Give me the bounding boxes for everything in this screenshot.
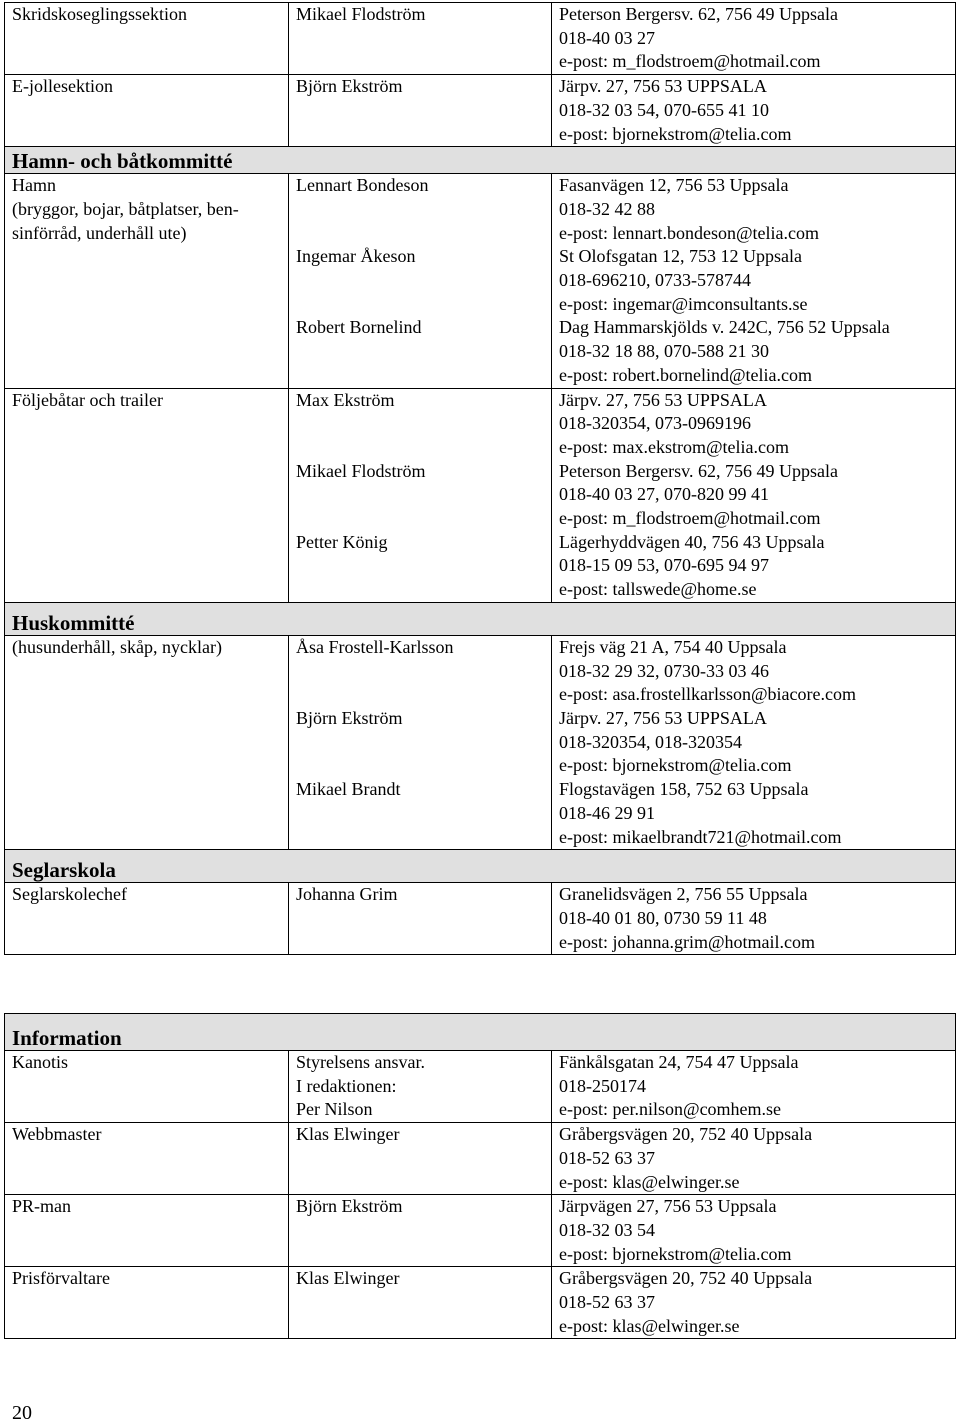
person-name xyxy=(296,412,551,436)
person-name: Per Nilson xyxy=(296,1099,373,1120)
contact-cell xyxy=(552,1123,956,1195)
contact-line: 018-15 09 53, 070-695 94 97 xyxy=(559,555,769,576)
contact-line: 018-46 29 91 xyxy=(559,802,655,823)
section-title: Information xyxy=(5,1014,956,1051)
contact-line: 018-32 29 32, 0730-33 03 46 xyxy=(559,660,769,681)
role-cell xyxy=(5,174,289,388)
contact-line: Lägerhyddvägen 40, 756 43 Uppsala xyxy=(559,531,825,552)
section-header-row xyxy=(5,850,956,883)
role-cell xyxy=(5,3,289,75)
section-title: Huskommitté xyxy=(5,602,956,635)
role-label: Följebåtar och trailer xyxy=(12,389,163,410)
contact-line: 018-40 03 27 xyxy=(559,27,655,48)
contact-line: Järpv. 27, 756 53 UPPSALA xyxy=(559,76,767,97)
role-label xyxy=(12,340,288,364)
role-label: Webbmaster xyxy=(12,1124,102,1145)
person-name xyxy=(296,269,551,293)
contact-line: Fasanvägen 12, 756 53 Uppsala xyxy=(559,175,789,196)
person-name xyxy=(296,731,551,755)
contact-line: Gråbergsvägen 20, 752 40 Uppsala xyxy=(559,1124,813,1145)
contact-line: e-post: klas@elwinger.se xyxy=(559,1315,740,1336)
contact-line: Flogstavägen 158, 752 63 Uppsala xyxy=(559,779,809,800)
role-label: Prisförvaltare xyxy=(12,1268,110,1289)
contact-line: e-post: johanna.grim@hotmail.com xyxy=(559,931,816,952)
person-name xyxy=(296,754,551,778)
role-label: sinförråd, underhåll ute) xyxy=(12,222,187,243)
contact-cell xyxy=(552,1051,956,1123)
person-name: Ingemar Åkeson xyxy=(296,246,416,267)
contact-cell xyxy=(552,883,956,955)
person-name xyxy=(296,340,551,364)
person-name: Klas Elwinger xyxy=(296,1124,400,1145)
contact-line: Järpv. 27, 756 53 UPPSALA xyxy=(559,389,767,410)
person-name: Mikael Brandt xyxy=(296,779,401,800)
contact-line: 018-40 03 27, 070-820 99 41 xyxy=(559,484,769,505)
person-name: Björn Ekström xyxy=(296,707,403,728)
contact-line: e-post: per.nilson@comhem.se xyxy=(559,1099,782,1120)
contact-line: 018-32 03 54, 070-655 41 10 xyxy=(559,99,769,120)
contact-line: 018-32 03 54 xyxy=(559,1219,655,1240)
contact-line: 018-320354, 073-0969196 xyxy=(559,413,751,434)
contact-line: e-post: lennart.bondeson@telia.com xyxy=(559,222,820,243)
contact-line: e-post: bjornekstrom@telia.com xyxy=(559,755,792,776)
role-label: PR-man xyxy=(12,1196,72,1217)
contact-cell xyxy=(552,1195,956,1267)
contact-cell xyxy=(552,635,956,849)
contact-line: 018-52 63 37 xyxy=(559,1147,655,1168)
contact-line: e-post: m_flodstroem@hotmail.com xyxy=(559,51,821,72)
person-name xyxy=(296,826,551,850)
contact-line: 018-52 63 37 xyxy=(559,1292,655,1313)
person-name xyxy=(296,507,551,531)
person-name: Björn Ekström xyxy=(296,76,403,97)
contact-row xyxy=(5,635,956,849)
name-cell xyxy=(289,1267,552,1339)
contact-line: e-post: bjornekstrom@telia.com xyxy=(559,1243,792,1264)
person-name: Johanna Grim xyxy=(296,884,398,905)
role-cell xyxy=(5,1267,289,1339)
contact-cell xyxy=(552,3,956,75)
contact-line: e-post: robert.bornelind@telia.com xyxy=(559,364,813,385)
contact-row xyxy=(5,174,956,388)
contact-row xyxy=(5,3,956,75)
person-name xyxy=(296,554,551,578)
contact-line: 018-696210, 0733-578744 xyxy=(559,270,751,291)
name-cell xyxy=(289,388,552,602)
role-label xyxy=(12,269,288,293)
person-name: Max Ekström xyxy=(296,389,395,410)
contact-line: e-post: asa.frostellkarlsson@biacore.com xyxy=(559,684,856,705)
contact-cell xyxy=(552,75,956,147)
contact-cell xyxy=(552,388,956,602)
person-name: Åsa Frostell-Karlsson xyxy=(296,636,454,657)
contact-line: 018-250174 xyxy=(559,1075,646,1096)
person-name: Petter König xyxy=(296,531,388,552)
contact-line: e-post: m_flodstroem@hotmail.com xyxy=(559,508,821,529)
contact-line: 018-32 18 88, 070-588 21 30 xyxy=(559,341,769,362)
contact-row xyxy=(5,388,956,602)
contact-line: Granelidsvägen 2, 756 55 Uppsala xyxy=(559,884,808,905)
name-cell xyxy=(289,635,552,849)
contact-line: Gråbergsvägen 20, 752 40 Uppsala xyxy=(559,1268,813,1289)
section-header-row xyxy=(5,602,956,635)
role-cell xyxy=(5,1051,289,1123)
contact-line: 018-40 01 80, 0730 59 11 48 xyxy=(559,907,767,928)
contact-line: e-post: klas@elwinger.se xyxy=(559,1171,740,1192)
contact-row xyxy=(5,1195,956,1267)
person-name xyxy=(296,483,551,507)
person-name: Björn Ekström xyxy=(296,1196,403,1217)
person-name xyxy=(296,578,551,602)
contact-line: e-post: max.ekstrom@telia.com xyxy=(559,436,790,457)
contact-row xyxy=(5,75,956,147)
contact-line: 018-320354, 018-320354 xyxy=(559,731,742,752)
contact-line: St Olofsgatan 12, 753 12 Uppsala xyxy=(559,246,802,267)
role-label xyxy=(12,293,288,317)
role-cell xyxy=(5,388,289,602)
contact-line: Järpvägen 27, 756 53 Uppsala xyxy=(559,1196,777,1217)
contact-line: Dag Hammarskjölds v. 242C, 756 52 Uppsala xyxy=(559,317,890,338)
contact-cell xyxy=(552,174,956,388)
role-label: Hamn xyxy=(12,175,56,196)
contact-cell xyxy=(552,1267,956,1339)
contact-line: Frejs väg 21 A, 754 40 Uppsala xyxy=(559,636,787,657)
name-cell xyxy=(289,883,552,955)
person-name xyxy=(296,683,551,707)
person-name: Klas Elwinger xyxy=(296,1268,400,1289)
name-cell xyxy=(289,3,552,75)
page-number: 20 xyxy=(12,1402,32,1424)
contact-line: e-post: bjornekstrom@telia.com xyxy=(559,123,792,144)
person-name: Robert Bornelind xyxy=(296,317,422,338)
name-cell xyxy=(289,1123,552,1195)
person-name xyxy=(296,660,551,684)
role-label: Seglarskolechef xyxy=(12,884,127,905)
section-header-row xyxy=(5,147,956,174)
name-cell xyxy=(289,75,552,147)
contact-line: e-post: mikaelbrandt721@hotmail.com xyxy=(559,826,842,847)
contact-line: Järpv. 27, 756 53 UPPSALA xyxy=(559,707,767,728)
role-cell xyxy=(5,883,289,955)
role-cell xyxy=(5,1195,289,1267)
person-name: Styrelsens ansvar. xyxy=(296,1052,425,1072)
role-label: (bryggor, bojar, båtplatser, ben- xyxy=(12,198,239,219)
person-name: Mikael Flodström xyxy=(296,460,426,481)
section-header-row xyxy=(5,1014,956,1051)
contact-row xyxy=(5,1267,956,1339)
section-title: Hamn- och båtkommitté xyxy=(5,147,956,174)
role-cell xyxy=(5,75,289,147)
contact-row xyxy=(5,883,956,955)
contact-row xyxy=(5,1051,956,1123)
contact-line: 018-32 42 88 xyxy=(559,198,655,219)
contact-line: e-post: ingemar@imconsultants.se xyxy=(559,293,808,314)
name-cell xyxy=(289,1195,552,1267)
contact-row xyxy=(5,1123,956,1195)
role-label: (husunderhåll, skåp, nycklar) xyxy=(12,636,222,657)
contact-line: Peterson Bergersv. 62, 756 49 Uppsala xyxy=(559,460,838,481)
person-name xyxy=(296,293,551,317)
person-name: Mikael Flodström xyxy=(296,4,426,24)
person-name xyxy=(296,364,551,388)
contact-line: e-post: tallswede@home.se xyxy=(559,579,757,600)
person-name: Lennart Bondeson xyxy=(296,175,429,196)
person-name: I redaktionen: xyxy=(296,1075,397,1096)
role-cell xyxy=(5,635,289,849)
name-cell xyxy=(289,174,552,388)
role-label xyxy=(12,245,288,269)
role-label: Skridskoseglingssektion xyxy=(12,4,188,24)
person-name xyxy=(296,802,551,826)
name-cell xyxy=(289,1051,552,1123)
section-title: Seglarskola xyxy=(5,850,956,883)
contact-line: Fänkålsgatan 24, 754 47 Uppsala xyxy=(559,1052,799,1072)
person-name xyxy=(296,222,551,246)
person-name xyxy=(296,198,551,222)
contact-line: Peterson Bergersv. 62, 756 49 Uppsala xyxy=(559,4,838,24)
role-label: E-jollesektion xyxy=(12,76,113,97)
role-cell xyxy=(5,1123,289,1195)
role-label: Kanotis xyxy=(12,1052,68,1072)
contact-table-information xyxy=(4,1013,956,1339)
role-label xyxy=(12,364,288,388)
contact-table-committees xyxy=(4,2,956,955)
role-label xyxy=(12,316,288,340)
person-name xyxy=(296,436,551,460)
